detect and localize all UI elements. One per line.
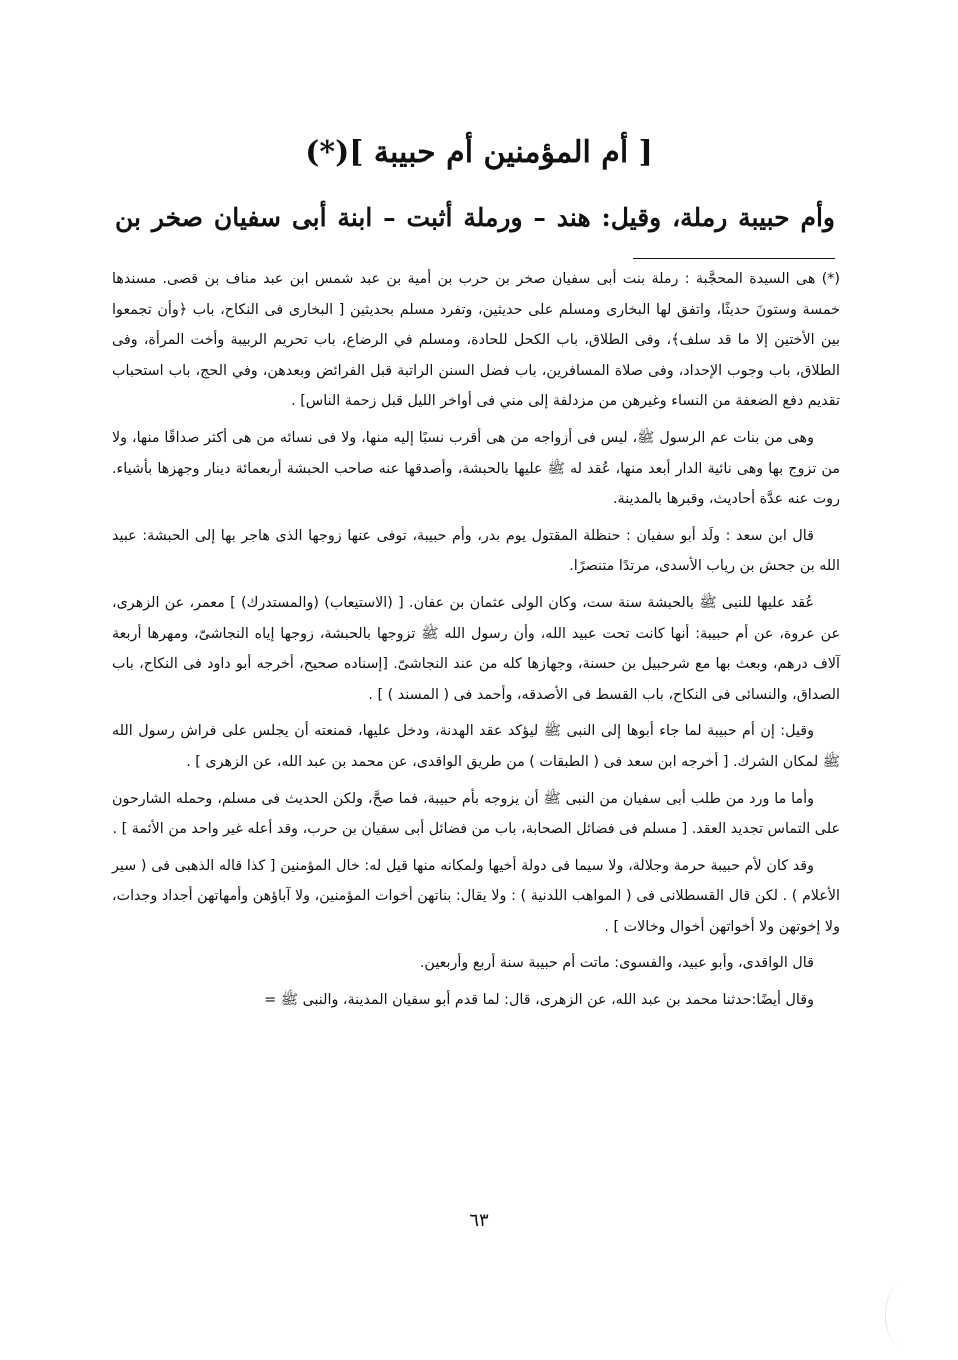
footnote-paragraph: وقال أيضًا:حدثنا محمد بن عبد الله، عن الزهرى، قال: لما قدم أبو سفيان المدينة، والنبى ﷺ = [264, 992, 814, 1009]
footnotes [112, 264, 840, 1022]
footnote-paragraph: (*) هى السيدة المحجَّبة : رملة بنت أبى سفيان صخر بن حرب بن أمية بن عبد شمس ابن عبد مناف بن قصى. مسندها خمسة وستونَ حديثًا، واتفق لها البخارى ومسلم على حديثين، وتفرد مسلم بحديثين [ البخارى فى النكاح، باب ﴿وأن تجمعوا بين الأختين إلا ما قد سلف﴾، وفى الطلاق، باب الكحل للحادة، ومسلم في الرضاع، باب تحريم الربيبة وأخت المرأة، وفى الطلاق، باب وجوب الإحداد، وفى صلاة المسافرين، باب فضل السنن الراتبة قبل الفرائض وبعدهن، وفي الحج، باب استحباب تقديم دفع الضعفة من النساء وغيرهن من مزدلفة إلى مني فى أواخر الليل قبل زحمة الناس] . [112, 271, 840, 410]
footnote-paragraph: قال ابن سعد : ولَد أبو سفيان : حنظلة المقتول يوم بدر، وأم حبيبة، توفى عنها زوجها الذى هاجر بها إلى الحبشة: عبيد الله بن جحش بن رياب الأسدى، مرتدًا متنصرًا. [112, 527, 840, 575]
footnote-paragraph: عُقد عليها للنبى ﷺ بالحبشة سنة ست، وكان الولى عثمان بن عفان. [ (الاستيعاب) (والمستدرك) ] معمر، عن الزهرى، عن عروة، عن أم حبيبة: أنها كانت تحت عبيد الله، وأن رسول الله ﷺ تزوجها بالحبشة، زوجها إياه النجاشىّ، ومهرها أربعة آلاف درهم، وبعث بها مع شرحبيل بن حسنة، وجهازها كله من عند النجاشىّ. [إسناده صحيح، أخرجه أبو داود فى النكاح، باب الصداق، والنسائى فى النكاح، باب القسط فى الأصدقه، وأحمد فى ( المسند ) ] . [112, 594, 840, 703]
paper-mark [885, 1285, 916, 1345]
footnote-paragraph: وهى من بنات عم الرسول ﷺ، ليس فى أزواجه من هى أقرب نسبًا إليه منها، ولا فى نسائه من هى أكثر صداقًا منها، ولا من تزوج بها وهى نائية الدار أبعد منها، عُقد له ﷺ عليها بالحبشة، وأصدقها عنه صاحب الحبشة أربعمائة دينار وجهزها بأشياء. روت عنه عدَّة أحاديث، وقبرها بالمدينة. [112, 429, 840, 508]
chapter-title: [ أم المؤمنين أم حبيبة ](*) [305, 135, 653, 170]
page-number: ٦٣ [469, 1210, 489, 1231]
footnote-paragraph: وأما ما ورد من طلب أبى سفيان من النبى ﷺ أن يزوجه بأم حبيبة، فما صحَّ، ولكن الحديث فى مسلم، وحمله الشارحون على التماس تجديد العقد. [ مسلم فى فضائل الصحابة، باب من فضائل أبى سفيان بن حرب، وقد أعله غير واحد من الأئمة ] . [112, 790, 840, 838]
lead-line: وأم حبيبة رملة، وقيل: هند – ورملة أثبت – ابنة أبى سفيان صخر بن [115, 203, 835, 232]
footnote-separator [633, 258, 835, 259]
footnote-paragraph: قال الواقدى، وأبو عبيد، والفسوى: ماتت أم حبيبة سنة أربع وأربعين. [419, 955, 814, 972]
footnote-paragraph: وقيل: إن أم حبيبة لما جاء أبوها إلى النبى ﷺ ليؤكد عقد الهدنة، ودخل عليها، فمنعته أن يجلس على فراش رسول الله ﷺ لمكان الشرك. [ أخرجه ابن سعد فى ( الطبقات ) من طريق الواقدى، عن محمد بن عبد الله، عن الزهرى ] . [112, 723, 840, 770]
footnote-paragraph: وقد كان لأم حبيبة حرمة وجلالة، ولا سيما فى دولة أخيها ولمكانه منها قيل له: خال المؤمنين [ كذا قاله الذهبى فى ( سير الأعلام ) . لكن قال القسطلانى فى ( المواهب اللدنية ) : ولا يقال: بناتهن أخوات المؤمنين، ولا آباؤهن وأمهاتهن أجداد وجدات، ولا إخوتهن ولا أخواتهن أخوال وخالات ] . [112, 857, 840, 935]
